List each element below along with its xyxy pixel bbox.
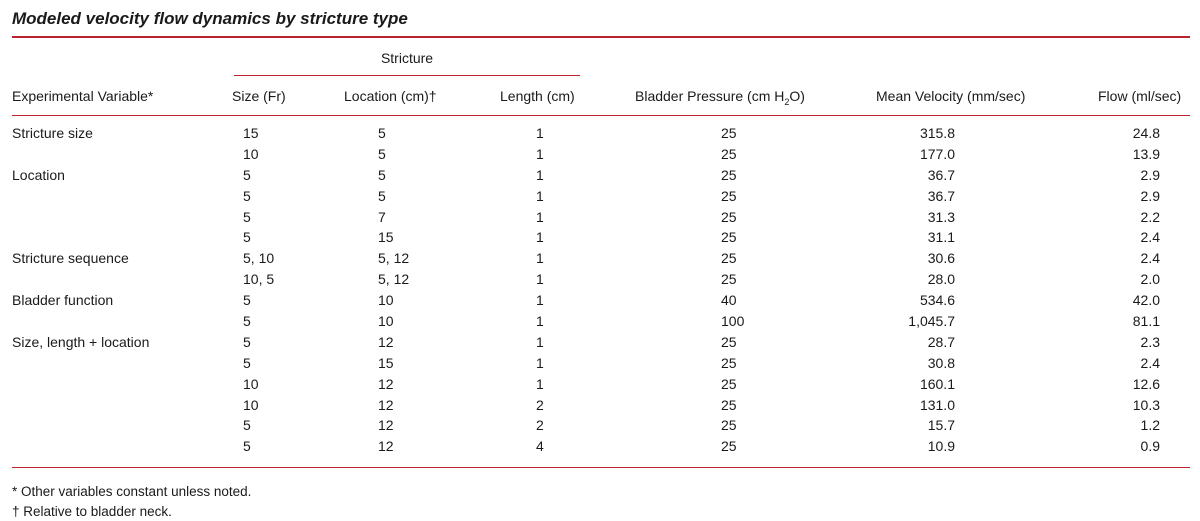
cell-flow: 42.0 (1132, 292, 1160, 309)
cell-flow: 2.9 (1140, 187, 1160, 204)
cell-length: 1 (536, 271, 544, 288)
cell-location: 12 (378, 333, 394, 350)
table-row (0, 269, 1200, 290)
header-flow: Flow (ml/sec) (1098, 88, 1182, 104)
cell-bladder-pressure: 25 (721, 396, 737, 413)
cell-flow: 1.2 (1140, 417, 1160, 434)
cell-flow: 2.4 (1140, 229, 1160, 246)
cell-size: 5 (243, 292, 251, 309)
top-rule (12, 36, 1190, 38)
table-row (0, 374, 1200, 395)
footnote-dagger: † Relative to bladder neck. (12, 504, 172, 519)
table-row (0, 227, 1200, 248)
cell-length: 1 (536, 229, 544, 246)
cell-flow: 2.2 (1140, 208, 1160, 225)
cell-location: 5, 12 (378, 250, 410, 267)
cell-size: 10 (243, 396, 259, 413)
cell-experimental-variable: Bladder function (12, 292, 114, 309)
cell-mean-velocity: 160.1 (919, 375, 955, 392)
cell-flow: 0.9 (1140, 438, 1160, 455)
header-bladder-pressure-prefix: Bladder Pressure (cm H (635, 88, 785, 104)
cell-location: 10 (378, 313, 394, 330)
header-experimental-variable: Experimental Variable* (12, 88, 154, 104)
cell-bladder-pressure: 25 (721, 208, 737, 225)
cell-mean-velocity: 10.9 (927, 438, 955, 455)
cell-bladder-pressure: 25 (721, 229, 737, 246)
cell-mean-velocity: 31.1 (927, 229, 955, 246)
cell-location: 5 (378, 187, 386, 204)
cell-mean-velocity: 534.6 (919, 292, 955, 309)
table-row (0, 207, 1200, 228)
cell-size: 10, 5 (243, 271, 275, 288)
cell-location: 5 (378, 145, 386, 162)
cell-experimental-variable: Stricture sequence (12, 250, 129, 267)
table-row (0, 248, 1200, 269)
cell-experimental-variable: Location (12, 166, 65, 183)
cell-length: 1 (536, 166, 544, 183)
cell-length: 1 (536, 125, 544, 141)
cell-location: 5 (378, 166, 386, 183)
cell-size: 5 (243, 229, 251, 246)
header-size: Size (Fr) (232, 88, 286, 104)
cell-mean-velocity: 30.8 (927, 354, 955, 371)
cell-length: 1 (536, 313, 544, 330)
table-row (0, 415, 1200, 436)
cell-flow: 2.9 (1140, 166, 1160, 183)
cell-bladder-pressure: 25 (721, 166, 737, 183)
cell-length: 4 (536, 438, 544, 455)
cell-length: 1 (536, 375, 544, 392)
cell-location: 7 (378, 208, 386, 225)
cell-length: 1 (536, 208, 544, 225)
cell-size: 10 (243, 375, 259, 392)
header-location: Location (cm)† (344, 88, 437, 104)
cell-flow: 2.4 (1140, 250, 1160, 267)
header-mean-velocity: Mean Velocity (mm/sec) (876, 88, 1026, 104)
cell-mean-velocity: 36.7 (927, 187, 955, 204)
cell-size: 5 (243, 354, 251, 371)
cell-location: 5, 12 (378, 271, 410, 288)
cell-flow: 2.0 (1140, 271, 1160, 288)
table-title: Modeled velocity flow dynamics by stricture type (12, 9, 408, 28)
cell-mean-velocity: 31.3 (927, 208, 955, 225)
cell-length: 1 (536, 250, 544, 267)
cell-length: 1 (536, 354, 544, 371)
header-rule (12, 115, 1190, 116)
cell-flow: 24.8 (1132, 125, 1160, 141)
cell-location: 15 (378, 229, 394, 246)
header-bladder-pressure-suffix: O) (789, 88, 805, 104)
cell-location: 15 (378, 354, 394, 371)
cell-flow: 12.6 (1132, 375, 1160, 392)
cell-flow: 13.9 (1132, 145, 1160, 162)
cell-bladder-pressure: 25 (721, 438, 737, 455)
bottom-rule (12, 467, 1190, 468)
table-row (0, 123, 1200, 144)
table-row (0, 186, 1200, 207)
table-row (0, 332, 1200, 353)
cell-length: 2 (536, 396, 544, 413)
cell-flow: 81.1 (1132, 313, 1160, 330)
cell-mean-velocity: 315.8 (919, 125, 955, 141)
table-row (0, 165, 1200, 186)
cell-location: 12 (378, 375, 394, 392)
table-row (0, 311, 1200, 332)
cell-mean-velocity: 1,045.7 (908, 313, 955, 330)
table-row (0, 144, 1200, 165)
cell-location: 12 (378, 438, 394, 455)
cell-size: 5, 10 (243, 250, 275, 267)
cell-size: 5 (243, 438, 251, 455)
cell-bladder-pressure: 25 (721, 250, 737, 267)
stricture-group-rule (234, 75, 580, 76)
cell-bladder-pressure: 25 (721, 187, 737, 204)
cell-size: 5 (243, 313, 251, 330)
cell-bladder-pressure: 100 (721, 313, 745, 330)
cell-bladder-pressure: 25 (721, 417, 737, 434)
cell-size: 5 (243, 417, 251, 434)
header-bladder-pressure (635, 88, 805, 107)
cell-mean-velocity: 177.0 (919, 145, 955, 162)
cell-location: 12 (378, 396, 394, 413)
cell-length: 1 (536, 333, 544, 350)
cell-bladder-pressure: 25 (721, 375, 737, 392)
cell-mean-velocity: 28.0 (927, 271, 955, 288)
cell-bladder-pressure: 25 (721, 354, 737, 371)
cell-flow: 2.3 (1140, 333, 1160, 350)
table-body (0, 123, 1200, 457)
cell-bladder-pressure: 25 (721, 125, 737, 141)
cell-size: 5 (243, 208, 251, 225)
cell-flow: 10.3 (1132, 396, 1160, 413)
cell-mean-velocity: 36.7 (927, 166, 955, 183)
footnote-asterisk: * Other variables constant unless noted. (12, 484, 252, 499)
cell-mean-velocity: 30.6 (927, 250, 955, 267)
cell-bladder-pressure: 25 (721, 271, 737, 288)
cell-size: 5 (243, 333, 251, 350)
cell-mean-velocity: 28.7 (927, 333, 955, 350)
cell-size: 5 (243, 166, 251, 183)
cell-experimental-variable: Size, length + location (12, 333, 150, 350)
table-row (0, 395, 1200, 416)
cell-length: 1 (536, 145, 544, 162)
cell-length: 1 (536, 187, 544, 204)
cell-flow: 2.4 (1140, 354, 1160, 371)
cell-experimental-variable: Stricture size (12, 125, 93, 141)
header-length: Length (cm) (500, 88, 575, 104)
cell-location: 5 (378, 125, 386, 141)
cell-length: 2 (536, 417, 544, 434)
cell-size: 5 (243, 187, 251, 204)
cell-location: 12 (378, 417, 394, 434)
cell-size: 10 (243, 145, 259, 162)
cell-location: 10 (378, 292, 394, 309)
table-row (0, 290, 1200, 311)
header-bladder-pressure-sub: 2 (784, 96, 790, 107)
table-row (0, 353, 1200, 374)
cell-mean-velocity: 131.0 (919, 396, 955, 413)
cell-mean-velocity: 15.7 (927, 417, 955, 434)
cell-bladder-pressure: 25 (721, 333, 737, 350)
table-row (0, 436, 1200, 457)
cell-size: 15 (243, 125, 259, 141)
cell-bladder-pressure: 25 (721, 145, 737, 162)
cell-length: 1 (536, 292, 544, 309)
cell-bladder-pressure: 40 (721, 292, 737, 309)
stricture-group-header: Stricture (380, 50, 434, 66)
